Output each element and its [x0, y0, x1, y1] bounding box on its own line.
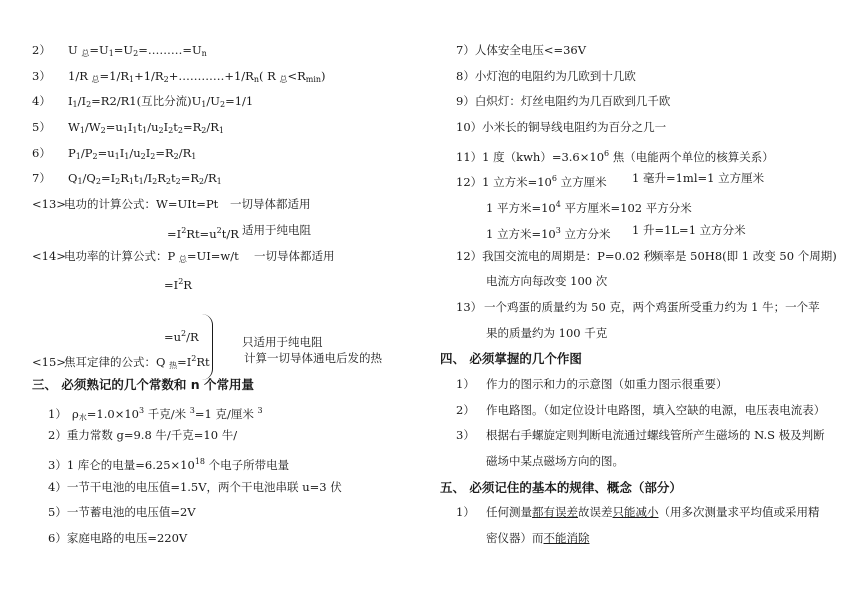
drawing-1: 1） 作力的图示和力的示意图（如重力图示很重要）: [456, 376, 728, 391]
formula-3: 3） 1/R $_总=1/R_1+1/R_2+\dots\dots\dots\dots+1/R_n$( R $_总<R_{min}$): [32, 68, 326, 84]
quantity-12-note: 1 毫升=1ml=1 立方厘米: [632, 171, 765, 186]
quantity-12-ac: 12）我国交流电的周期是：P=0.02 秒 频率是 50H8(即 1 改变 50 个周期): [440, 244, 845, 270]
drawing-3: 3） 根据右手螺旋定则判断电流通过螺线管所产生磁场的 N.S 极及判断: [456, 428, 825, 443]
section-15-note: 计算一切导体通电后发的热: [244, 351, 382, 366]
right-column: [440, 38, 845, 552]
section-14-line-3: $=u^2/R$: [164, 328, 199, 344]
quantity-12-line-2: 1 平方米$=10^4$ 平方厘米=102 平方分米: [486, 200, 692, 216]
section-14-spacer: [32, 295, 432, 321]
quantity-12-line-3: 1 立方米$=10^3$ 立方分米 1 升=1L=1 立方分米: [440, 218, 845, 244]
section-13-line-2: $=I^2Rt=u^2t/R$ 适用于纯电阻: [32, 218, 432, 244]
section-15: <15>焦耳定律的公式：Q $_热=I^2Rt$ 计算一切导体通电后发的热: [32, 346, 432, 372]
quantity-12: 12）1 立方米$=10^6$ 立方厘米 1 毫升=1ml=1 立方厘米: [440, 166, 845, 192]
constant-2: 2）重力常数 g=9.8 牛/千克=10 牛/: [48, 428, 238, 443]
drawing-3-line-2: 磁场中某点磁场方向的图。: [486, 454, 624, 468]
section-14: <14>电功率的计算公式：P $_总$=UI=w/t 一切导体都适用: [32, 244, 432, 270]
brace-note: 只适用于纯电阻: [242, 335, 323, 349]
constant-3: 3）1 库仑的电量$=6.25\times 10^{18}$ 个电子所带电量: [48, 457, 290, 472]
formula-4: 4） $I_1/I_2=R2/R1$(互比分流)$U_1/U_2=1/1$: [32, 94, 254, 110]
section-13-note: 一切导体都适用: [230, 197, 311, 212]
drawing-2: 2） 作电路图。（如定位设计电路图，填入空缺的电源，电压表电流表）: [456, 402, 826, 417]
quantity-11: 11）1 度$(kwh)=3.6\times 10^6$ 焦（电能两个单位的核算关系）: [456, 148, 774, 164]
quantity-7: 7）人体安全电压<=36V: [456, 43, 587, 57]
quantity-13-line-2: 果的质量约为 100 千克: [486, 325, 608, 340]
rule-1-line-2: 密仪器）而不能消除: [486, 531, 590, 546]
quantity-12-ac-line-2: 电流方向每改变 100 次: [486, 274, 608, 289]
constant-4: 4）一节干电池的电压值=1.5V，两个干电池串联 u=3 伏: [48, 479, 342, 494]
section-13-line-2-note: 适用于纯电阻: [242, 222, 311, 237]
section-14-note: 一切导体都适用: [254, 248, 335, 263]
heading-section-3: 三、 必须熟记的几个常数和 n 个常用量: [32, 376, 254, 392]
quantity-10: 10）小米长的铜导线电阻约为百分之几一: [456, 120, 667, 135]
section-13: <13>电功的计算公式：W=UIt=Pt 一切导体都适用: [32, 192, 432, 218]
quantity-8: 8）小灯泡的电阻约为几欧到十几欧: [456, 68, 636, 83]
left-column: [32, 38, 432, 552]
right-brace: [202, 314, 213, 380]
heading-section-4: 四、 必须掌握的几个作图: [440, 351, 582, 367]
section-14-line-2: $=I^2R$: [164, 277, 192, 293]
quantity-12-line-3-note: 1 升=1L=1 立方分米: [632, 222, 746, 237]
quantity-9: 9）白炽灯：灯丝电阻约为几百欧到几千欧: [456, 94, 671, 109]
formula-5: 5） $W_1/W_2=u_1I_1t_1/u_2I_2t_2=R_2/R_1$: [32, 120, 224, 136]
quantity-13: 13） 一个鸡蛋的质量约为 50 克，两个鸡蛋所受重力约为 1 牛；一个苹: [456, 299, 820, 314]
quantity-12-ac-note: 频率是 50H8(即 1 改变 50 个周期): [652, 248, 837, 263]
constant-5: 5）一节蓄电池的电压值=2V: [48, 505, 196, 520]
heading-section-5: 五、 必须记住的基本的规律、概念（部分）: [440, 479, 682, 495]
constant-6: 6）家庭电路的电压=220V: [48, 531, 188, 546]
formula-6: 6） $P_1/P_2=u_1I_1/u_2I_2=R_2/R_1$: [32, 145, 197, 161]
rule-1: 1） 任何测量都有误差故误差只能减小（用多次测量求平均值或采用精: [456, 505, 820, 520]
formula-2: 2） U $_总=U_1=U_2=\dots\dots\dots=U_n$: [32, 43, 207, 58]
formula-7: 7） $Q_1/Q_2=I_2R_1t_1/I_2R_2t_2=R_2/R_1$: [32, 171, 222, 187]
constant-1: 1） $\rho_水=1.0\times 10^3$ 千克/米 $^3$=1 克/厘米 $^3$: [48, 405, 263, 422]
